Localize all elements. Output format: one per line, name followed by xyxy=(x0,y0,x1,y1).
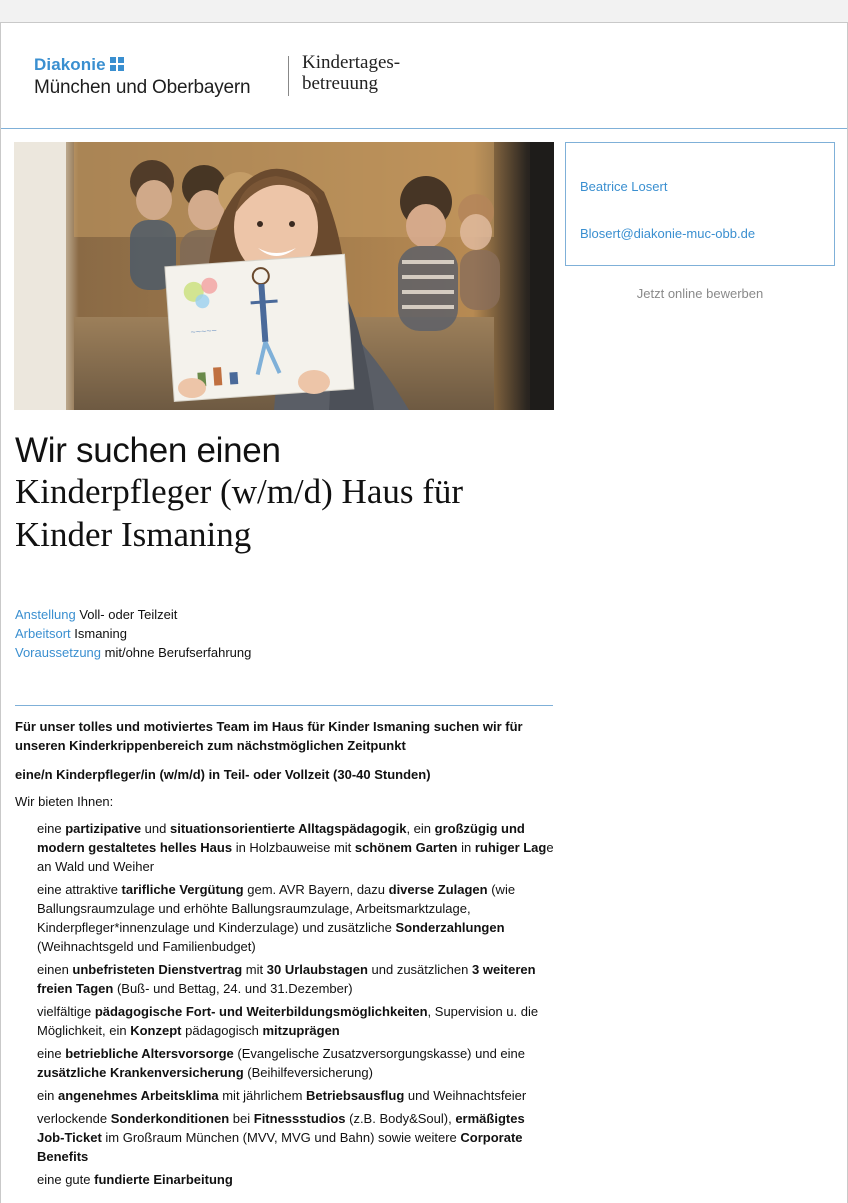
benefit-highlight: großzügig und modern gestaltetes helles Haus xyxy=(37,821,525,855)
contact-email-link[interactable]: Blosert@diakonie-muc-obb.de xyxy=(580,226,756,241)
benefit-highlight: tarifliche Vergütung xyxy=(121,882,244,897)
benefit-text: eine xyxy=(37,1046,66,1061)
benefit-highlight: 3 weiteren freien Tagen xyxy=(37,962,536,996)
benefit-item xyxy=(37,880,555,956)
benefit-text: verlockende xyxy=(37,1111,111,1126)
benefit-text: und Weihnachtsfeier xyxy=(404,1088,527,1103)
benefit-highlight: ermäßigtes Job-Ticket xyxy=(37,1111,525,1145)
benefit-highlight: angenehmes Arbeitsklima xyxy=(57,1088,219,1103)
benefit-highlight: Betriebsausflug xyxy=(306,1088,405,1103)
fact-label: Anstellung xyxy=(15,607,76,622)
benefit-text: ein xyxy=(37,1088,58,1103)
benefit-text: (z.B. Body&Soul), xyxy=(345,1111,456,1126)
fact-value: Ismaning xyxy=(74,626,128,641)
benefit-text: vielfältige xyxy=(37,1004,95,1019)
apply-online-link[interactable]: Jetzt online bewerben xyxy=(636,286,764,301)
benefit-text: pädagogisch xyxy=(181,1023,263,1038)
intro-line: Für unser tolles und motiviertes Team im Haus für Kinder Ismaning suchen wir für xyxy=(15,719,523,734)
benefit-text: (Beihilfeversicherung) xyxy=(243,1065,373,1080)
job-posting-page xyxy=(0,22,848,1203)
benefit-highlight: ruhiger Lag xyxy=(474,840,547,855)
benefit-text: und zusätzlichen xyxy=(367,962,472,977)
benefit-text: , Supervision u. die Möglichkeit, ein xyxy=(37,1004,539,1038)
benefit-highlight: schönem Garten xyxy=(354,840,458,855)
fact-row xyxy=(15,624,251,643)
benefit-item xyxy=(37,1170,555,1189)
benefit-text: , ein xyxy=(406,821,435,836)
job-title xyxy=(15,470,555,556)
fact-row xyxy=(15,643,251,662)
site-header xyxy=(1,23,847,129)
benefit-text: (Weihnachtsgeld und Familienbudget) xyxy=(37,939,256,954)
svg-text:~~~~~: ~~~~~ xyxy=(190,325,218,338)
benefit-text: eine gute xyxy=(37,1172,95,1187)
benefit-text: im Großraum München (MVV, MVG und Bahn) sowie weitere xyxy=(101,1130,461,1145)
job-title-line2: Kinder Ismaning xyxy=(15,515,252,554)
benefit-item xyxy=(37,1109,555,1166)
benefit-highlight: zusätzliche Krankenversicherung xyxy=(37,1065,244,1080)
job-facts xyxy=(15,605,251,662)
job-title-line1: Kinderpfleger (w/m/d) Haus für xyxy=(15,472,464,511)
benefit-text: (wie Ballungsraumzulage und erhöhte Ballungsraumzulage, Arbeitsmarktzulage, Kinderpfleger*innenzulage und Kinderzulage) und zusätzliche xyxy=(37,882,516,935)
fact-value: Voll- oder Teilzeit xyxy=(79,607,178,622)
hero-photo xyxy=(14,142,554,410)
fact-row xyxy=(15,605,251,624)
benefit-highlight: Corporate Benefits xyxy=(37,1130,523,1164)
benefit-text: in Holzbauweise mit xyxy=(232,840,355,855)
benefit-text: eine xyxy=(37,821,66,836)
benefit-highlight: situationsorientierte Alltagspädagogik xyxy=(169,821,407,836)
diakonie-cross-icon xyxy=(110,57,124,71)
benefit-text: eine attraktive xyxy=(37,882,122,897)
position-line: eine/n Kinderpfleger/in (w/m/d) in Teil- oder Vollzeit (30-40 Stunden) xyxy=(15,767,431,782)
benefit-highlight: diverse Zulagen xyxy=(388,882,488,897)
benefit-item xyxy=(37,1086,555,1105)
benefit-text: mit xyxy=(242,962,267,977)
brand-department-line1: Kindertages- xyxy=(302,52,401,73)
benefit-text: mit jährlichem xyxy=(218,1088,307,1103)
benefit-highlight: pädagogische Fort- und Weiterbildungsmöglichkeiten xyxy=(94,1004,428,1019)
benefit-text: gem. AVR Bayern, dazu xyxy=(243,882,389,897)
brand-logo[interactable] xyxy=(34,55,124,75)
benefit-text: einen xyxy=(37,962,73,977)
fact-label: Arbeitsort xyxy=(15,626,71,641)
brand-region: München und Oberbayern xyxy=(34,77,251,98)
benefit-highlight: Konzept xyxy=(130,1023,182,1038)
benefit-item xyxy=(37,819,555,876)
brand-department-line2: betreuung xyxy=(302,73,378,94)
fact-value: mit/ohne Berufserfahrung xyxy=(104,645,252,660)
benefits-list xyxy=(15,819,555,1189)
brand-department xyxy=(302,52,400,94)
benefit-highlight: mitzuprägen xyxy=(262,1023,340,1038)
job-description xyxy=(15,717,555,1193)
benefit-highlight: fundierte Einarbeitung xyxy=(94,1172,233,1187)
contact-card xyxy=(565,142,835,266)
offers-heading: Wir bieten Ihnen: xyxy=(15,794,114,809)
brand-name: Diakonie xyxy=(34,55,106,74)
benefit-text: bei xyxy=(229,1111,254,1126)
benefit-text: e an Wald und Weiher xyxy=(37,840,554,874)
benefit-text: (Evangelische Zusatzversorgungskasse) und eine xyxy=(233,1046,525,1061)
benefit-item xyxy=(37,1002,555,1040)
section-divider xyxy=(15,705,553,706)
benefit-item xyxy=(37,960,555,998)
benefit-highlight: Fitnessstudios xyxy=(253,1111,346,1126)
brand-divider xyxy=(288,56,289,96)
intro-paragraph xyxy=(15,717,555,755)
benefit-highlight: Sonderkonditionen xyxy=(110,1111,230,1126)
intro-line: unseren Kinderkrippenbereich zum nächstmöglichen Zeitpunkt xyxy=(15,738,406,753)
headline-lead: Wir suchen einen xyxy=(15,431,281,470)
benefit-highlight: Sonderzahlungen xyxy=(395,920,505,935)
benefit-highlight: 30 Urlaubstagen xyxy=(266,962,368,977)
benefit-highlight: betriebliche Altersvorsorge xyxy=(65,1046,234,1061)
benefit-highlight: unbefristeten Dienstvertrag xyxy=(72,962,243,977)
benefit-item xyxy=(37,1044,555,1082)
benefit-text: (Buß- und Bettag, 24. und 31.Dezember) xyxy=(113,981,353,996)
fact-label: Voraussetzung xyxy=(15,645,102,660)
benefit-text: in xyxy=(457,840,475,855)
contact-name: Beatrice Losert xyxy=(580,179,668,194)
benefit-text: und xyxy=(141,821,170,836)
hero-photo-illustration xyxy=(14,142,554,410)
benefit-highlight: partizipative xyxy=(65,821,142,836)
